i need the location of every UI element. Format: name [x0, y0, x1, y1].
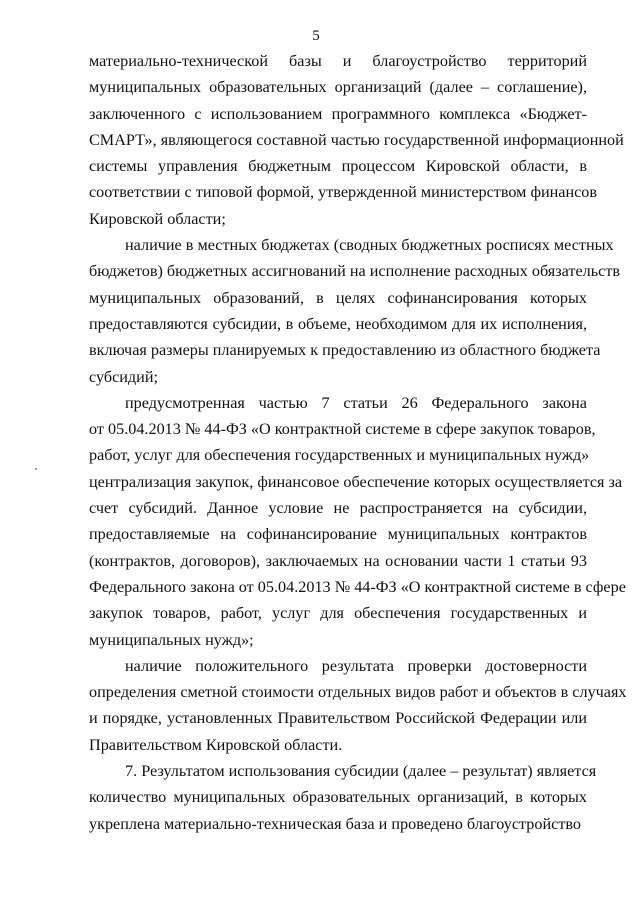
- text-line: заключенного с использованием программного комплекса «Бюджет-: [89, 104, 587, 123]
- text-line: материально-технической базы и благоустройство территорий: [89, 52, 587, 70]
- text-line: бюджетов) бюджетных ассигнований на исполнение расходных обязательств: [89, 262, 621, 281]
- document-body: [89, 48, 627, 837]
- text-line: определения сметной стоимости отдельных видов работ и объектов в случаях: [89, 683, 627, 702]
- text-line: количество муниципальных образовательных организаций, в которых: [89, 788, 587, 807]
- text-line: работ, услуг для обеспечения государственных и муниципальных нужд»: [89, 446, 590, 465]
- text-line: предоставляемые на софинансирование муниципальных контрактов: [89, 525, 587, 544]
- text-line: укреплена материально-техническая база и проведено благоустройство: [89, 814, 582, 833]
- page-number: 5: [312, 28, 320, 44]
- text-line: включая размеры планируемых к предоставлению из областного бюджета: [89, 341, 601, 360]
- paragraph: [89, 758, 597, 837]
- text-line: муниципальных образовательных организаций (далее – соглашение),: [89, 78, 587, 97]
- paragraph: [89, 48, 624, 232]
- text-line: СМАРТ», являющегося составной частью государственной информационной: [89, 130, 624, 149]
- text-line: от 05.04.2013 № 44-ФЗ «О контрактной системе в сфере закупок товаров,: [89, 420, 596, 439]
- text-line: централизация закупок, финансовое обеспечение которых осуществляется за: [89, 472, 623, 491]
- text-line: муниципальных образований, в целях софинансирования которых: [89, 288, 587, 307]
- text-line: счет субсидий. Данное условие не распространяется на субсидии,: [89, 499, 587, 518]
- text-line: соответствии с типовой формой, утвержденной министерством финансов: [89, 183, 598, 202]
- text-line: и порядке, установленных Правительством Российской Федерации или: [89, 709, 587, 728]
- text-line: системы управления бюджетным процессом Кировской области, в: [89, 157, 587, 176]
- text-line: муниципальных нужд»;: [89, 630, 254, 649]
- text-line: предоставляются субсидии, в объеме, необходимом для их исполнения,: [89, 314, 587, 333]
- scan-artifact-dot: [35, 468, 37, 470]
- paragraph: [89, 390, 626, 653]
- text-line: предусмотренная частью 7 статьи 26 Федерального закона: [125, 393, 587, 412]
- text-line: наличие в местных бюджетах (сводных бюджетных росписях местных: [125, 236, 614, 255]
- text-line: Кировской области;: [89, 209, 226, 228]
- paragraph: [89, 232, 621, 390]
- text-line: субсидий;: [89, 367, 158, 386]
- text-line: 7. Результатом использования субсидии (далее – результат) является: [125, 762, 597, 781]
- text-line: наличие положительного результата проверки достоверности: [125, 656, 587, 675]
- text-line: (контрактов, договоров), заключаемых на основании части 1 статьи 93: [89, 551, 587, 570]
- text-line: закупок товаров, работ, услуг для обеспечения государственных и: [89, 604, 587, 623]
- paragraph: [89, 653, 627, 758]
- text-line: Федерального закона от 05.04.2013 № 44-ФЗ «О контрактной системе в сфере: [89, 577, 626, 596]
- text-line: Правительством Кировской области.: [89, 735, 343, 754]
